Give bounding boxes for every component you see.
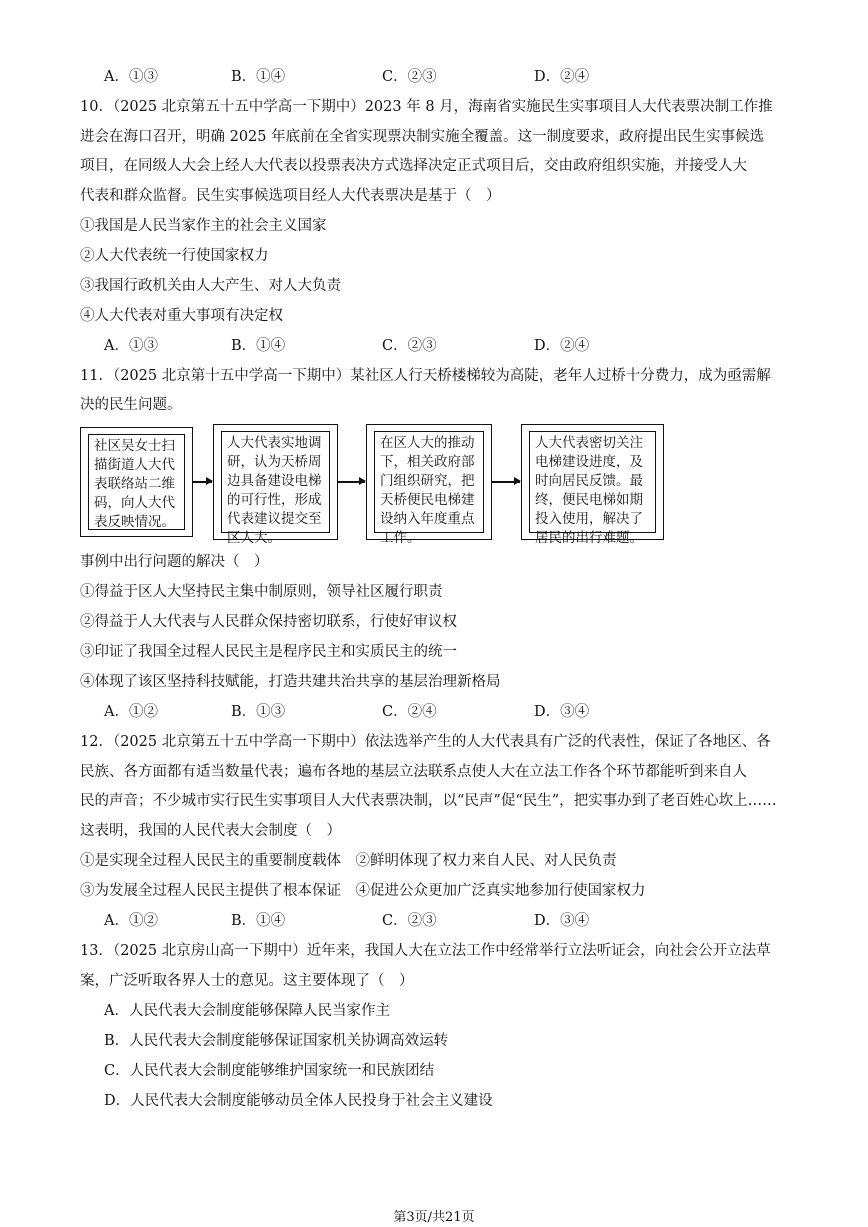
q12-stem-line: 民族、各方面都有适当数量代表；遍布各地的基层立法联系点使人大在立法工作各个环节都能听到来自人 bbox=[80, 764, 747, 780]
q10-item: ③我国行政机关由人大产生、对人大负责 bbox=[80, 278, 341, 294]
q11-item: ③印证了我国全过程人民民主是程序民主和实质民主的统一 bbox=[80, 644, 457, 660]
q12-stem-line: 民的声音；不少城市实行民生实事项目人大代表票决制，以“民声”促“民生”，把实事办到了老百姓心坎上…… bbox=[80, 793, 777, 809]
q11-item: ②得益于人大代表与人民群众保持密切联系，行使好审议权 bbox=[80, 614, 457, 630]
q13-choice-c: C．人民代表大会制度能够维护国家统一和民族团结 bbox=[104, 1063, 435, 1079]
flow-box-3 bbox=[366, 424, 492, 546]
flow-box-2-text: 人大代表实地调研，认为天桥周边具备建设电梯的可行性，形成代表建议提交至区人大。 bbox=[221, 431, 330, 533]
q11-question: 事例中出行问题的解决（ ） bbox=[80, 554, 269, 570]
q13-stem-line: 13．（2025 北京房山高一下期中）近年来，我国人大在立法工作中经常举行立法听证会，向社会公开立法草 bbox=[80, 943, 771, 959]
q11-stem-line: 11．（2025 北京第十五中学高一下期中）某社区人行天桥楼梯较为高陡，老年人过桥十分费力，成为亟需解 bbox=[80, 368, 771, 384]
q12-item: ①是实现全过程人民民主的重要制度载体 ②鲜明体现了权力来自人民、对人民负责 bbox=[80, 853, 617, 869]
q9-option-a: A．①③ bbox=[104, 69, 158, 85]
q11-stem-line: 决的民生问题。 bbox=[80, 397, 182, 413]
q13-choice-a: A．人民代表大会制度能够保障人民当家作主 bbox=[104, 1003, 390, 1019]
q11-option-a: A．①② bbox=[104, 704, 158, 720]
q10-stem-line: 项目，在同级人大会上经人大代表以投票表决方式选择决定正式项目后，交由政府组织实施，并接受人大 bbox=[80, 158, 747, 174]
q13-choice-d: D．人民代表大会制度能够动员全体人民投身于社会主义建设 bbox=[104, 1093, 493, 1109]
q9-option-c: C．②③ bbox=[382, 69, 437, 85]
q9-option-d: D．②④ bbox=[534, 69, 590, 85]
q13-choice-b: B．人民代表大会制度能够保证国家机关协调高效运转 bbox=[104, 1033, 449, 1049]
q10-item: ④人大代表对重大事项有决定权 bbox=[80, 308, 283, 324]
q9-option-b: B．①④ bbox=[231, 69, 286, 85]
q10-stem-line: 代表和群众监督。民生实事候选项目经人大代表票决是基于（ ） bbox=[80, 188, 501, 204]
flow-box-1 bbox=[80, 427, 193, 537]
flow-box-1-text: 社区吴女士扫描街道人大代表联络站二维码，向人大代表反映情况。 bbox=[88, 434, 185, 530]
flow-arrow-1 bbox=[193, 481, 212, 483]
q11-option-c: C．②④ bbox=[382, 704, 437, 720]
q10-option-b: B．①④ bbox=[231, 338, 286, 354]
q13-stem-line: 案，广泛听取各界人士的意见。这主要体现了（ ） bbox=[80, 973, 414, 989]
flow-arrow-2 bbox=[338, 481, 365, 483]
q10-option-a: A．①③ bbox=[104, 338, 158, 354]
q10-item: ②人大代表统一行使国家权力 bbox=[80, 248, 269, 264]
q11-item: ①得益于区人大坚持民主集中制原则，领导社区履行职责 bbox=[80, 584, 443, 600]
q11-option-b: B．①③ bbox=[231, 704, 286, 720]
q12-option-d: D．③④ bbox=[534, 913, 590, 929]
flow-box-4 bbox=[521, 424, 664, 546]
q12-option-b: B．①④ bbox=[231, 913, 286, 929]
q10-stem-line: 10．（2025 北京第五十五中学高一下期中）2023 年 8 月，海南省实施民生实事项目人大代表票决制工作推 bbox=[80, 99, 773, 115]
q12-option-c: C．②③ bbox=[382, 913, 437, 929]
page-number-footer: 第3页/共21页 bbox=[393, 1210, 475, 1225]
q11-option-d: D．③④ bbox=[534, 704, 590, 720]
q12-stem-line: 这表明，我国的人民代表大会制度（ ） bbox=[80, 823, 341, 839]
q12-option-a: A．①② bbox=[104, 913, 158, 929]
q10-option-d: D．②④ bbox=[534, 338, 590, 354]
flow-arrow-3 bbox=[492, 481, 520, 483]
q10-option-c: C．②③ bbox=[382, 338, 437, 354]
flow-box-3-text: 在区人大的推动下，相关政府部门组织研究，把天桥便民电梯建设纳入年度重点工作。 bbox=[374, 431, 484, 533]
flow-box-2 bbox=[213, 424, 338, 546]
q11-item: ④体现了该区坚持科技赋能，打造共建共治共享的基层治理新格局 bbox=[80, 674, 501, 690]
q10-stem-line: 进会在海口召开，明确 2025 年底前在全省实现票决制实施全覆盖。这一制度要求，政府提出民生实事候选 bbox=[80, 129, 765, 145]
q12-item: ③为发展全过程人民民主提供了根本保证 ④促进公众更加广泛真实地参加行使国家权力 bbox=[80, 883, 646, 899]
q12-stem-line: 12．（2025 北京第五十五中学高一下期中）依法选举产生的人大代表具有广泛的代表性，保证了各地区、各 bbox=[80, 734, 771, 750]
flow-box-4-text: 人大代表密切关注电梯建设进度，及时向居民反馈。最终，便民电梯如期投入使用，解决了居民的出行难题。 bbox=[529, 431, 656, 533]
q10-item: ①我国是人民当家作主的社会主义国家 bbox=[80, 218, 327, 234]
